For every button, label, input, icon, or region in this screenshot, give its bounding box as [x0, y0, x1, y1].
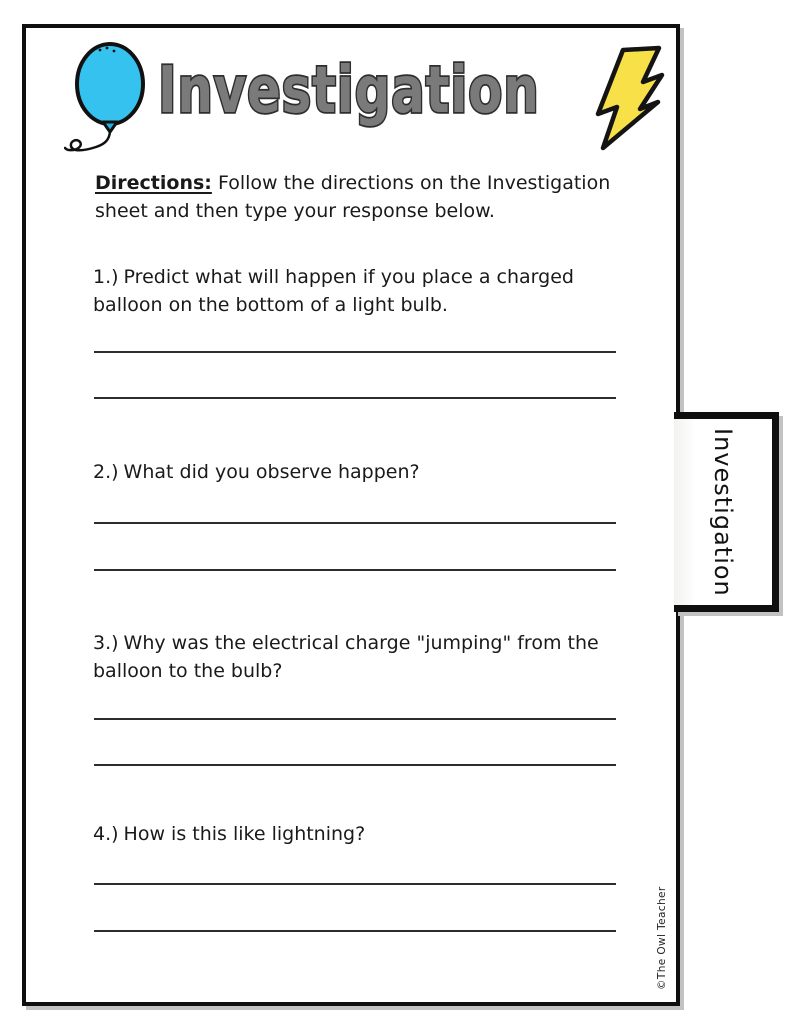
answer-line[interactable]: [94, 718, 616, 720]
question-2-text: What did you observe happen?: [123, 461, 420, 483]
question-2: [93, 458, 633, 486]
answer-line[interactable]: [94, 883, 616, 885]
page-title: Investigation: [158, 54, 540, 128]
lightning-bolt-icon: [591, 45, 671, 165]
directions: [95, 169, 635, 225]
footer-credit: ©The Owl Teacher: [656, 886, 668, 990]
question-1-text: Predict what will happen if you place a charged balloon on the bottom of a light bulb.: [93, 266, 574, 316]
question-3-text: Why was the electrical charge "jumping" from the balloon to the bulb?: [93, 632, 599, 682]
answer-line[interactable]: [94, 569, 616, 571]
answer-line[interactable]: [94, 764, 616, 766]
question-1-number: 1.): [93, 266, 119, 288]
balloon-icon: [64, 40, 158, 162]
answer-line[interactable]: [94, 397, 616, 399]
question-3-number: 3.): [93, 632, 119, 654]
answer-line[interactable]: [94, 351, 616, 353]
investigation-tab[interactable]: [674, 412, 779, 612]
question-3: [93, 629, 633, 685]
directions-text: Follow the directions on the Investigation sheet and then type your response below.: [95, 172, 611, 222]
question-4-number: 4.): [93, 823, 119, 845]
investigation-tab-label: Investigation: [709, 427, 737, 597]
answer-line[interactable]: [94, 930, 616, 932]
question-2-number: 2.): [93, 461, 119, 483]
question-1: [93, 263, 633, 319]
directions-label: Directions:: [95, 172, 212, 194]
question-4-text: How is this like lightning?: [123, 823, 366, 845]
answer-line[interactable]: [94, 522, 616, 524]
question-4: [93, 820, 633, 848]
